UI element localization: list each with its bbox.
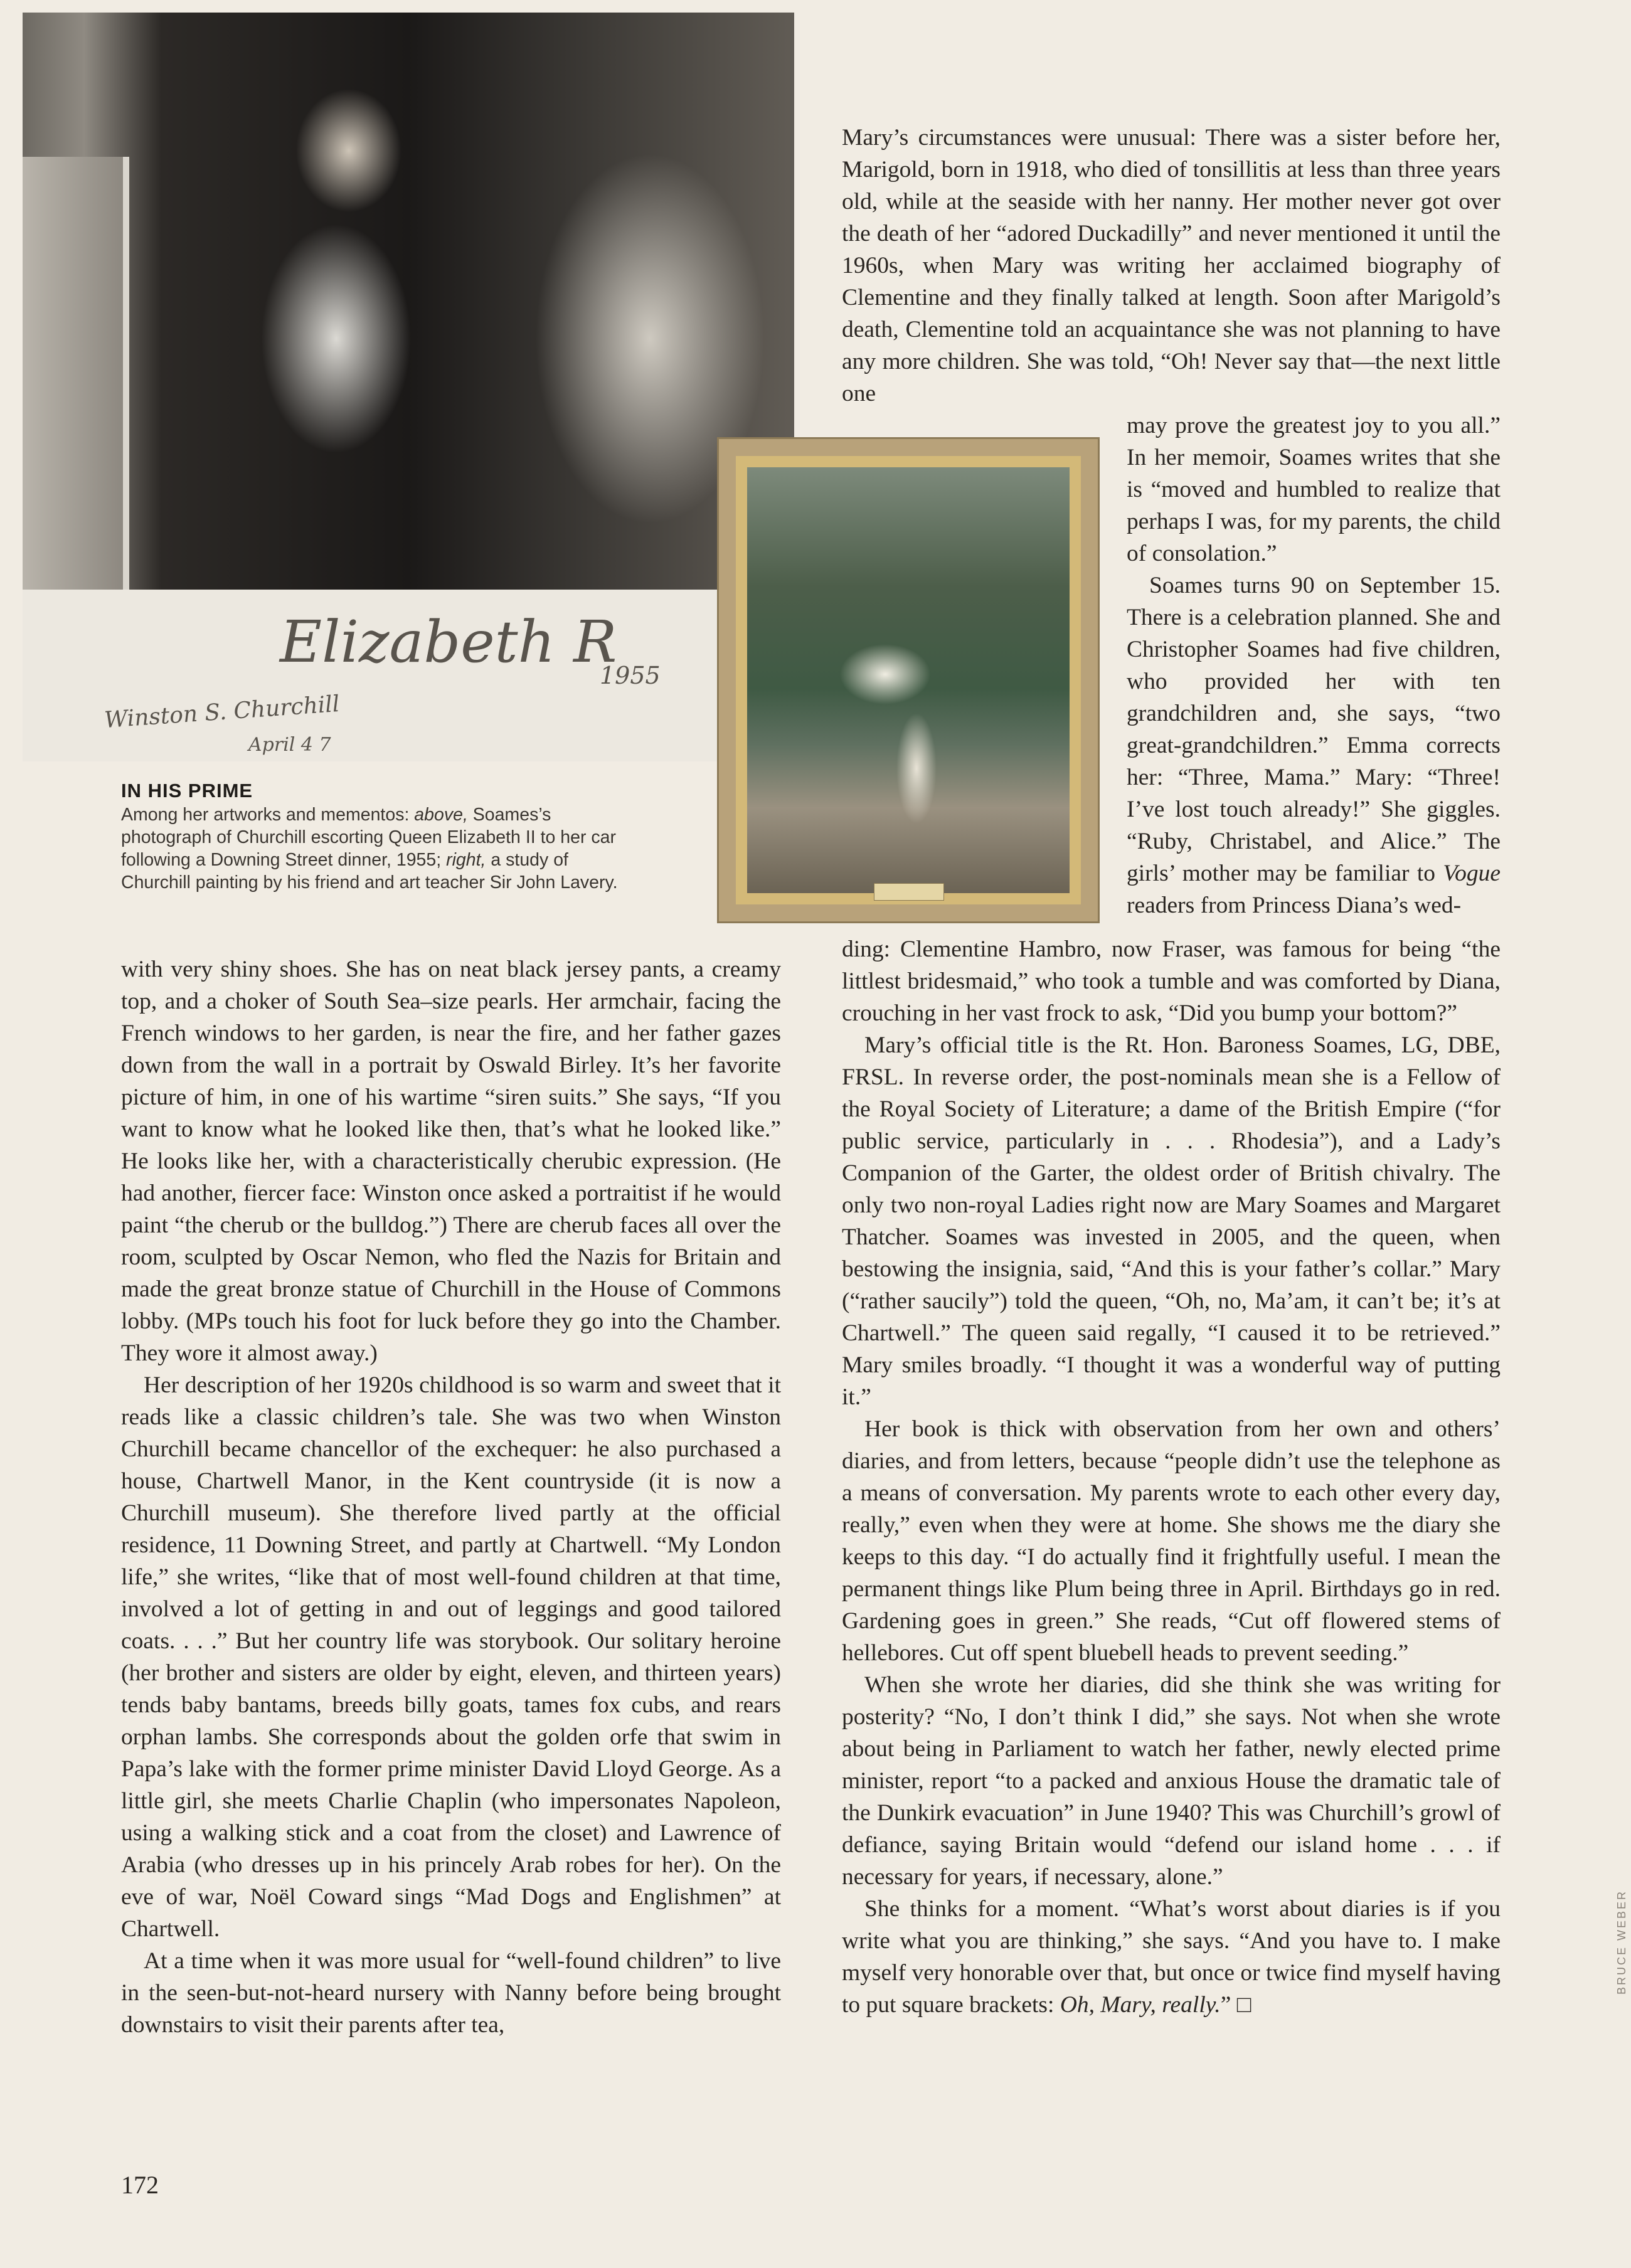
- paragraph: [1127, 570, 1501, 921]
- painting-canvas: [747, 467, 1070, 893]
- caption-mid: Soames’s photograph of Churchill escorting Queen Elizabeth II to her car following a Downing Street dinner, 1955;: [121, 805, 616, 870]
- caption-title: IN HIS PRIME: [121, 780, 253, 802]
- inscription-line2: April 4 7: [248, 734, 331, 756]
- churchill-queen-photo: [23, 13, 794, 761]
- photo-scene: [23, 13, 794, 590]
- painting-plaque: [874, 883, 944, 901]
- page-number: 172: [121, 2171, 159, 2199]
- photo-caption: [121, 780, 623, 894]
- paragraph: with very shiny shoes. She has on neat black jersey pants, a creamy top, and a choker of South Sea–size pearls. Her armchair, facing the French windows to her garden, is near the fire, and her father gazes down from the wall in a portrait by Oswald Birley. It’s her favorite picture of him, in one of his wartime “siren suits.” She says, “If you want to know what he looked like then, that’s what he looked like.” He looks like her, with a characteristically cherubic expression. (He had another, fiercer face: Winston once asked a portraitist if he would paint “the cherub or the bulldog.”) There are cherub faces all over the room, sculpted by Oscar Nemon, who fled the Nazis for Britain and made the great bronze statue of Churchill in the House of Commons lobby. (MPs touch his foot for luck before they go into the Chamber. They wore it almost away.): [121, 956, 781, 1366]
- vogue-italic: Vogue: [1443, 861, 1501, 886]
- caption-end: a study of Churchill painting by his friend and art teacher Sir John Lavery.: [121, 850, 618, 893]
- closing-italic: Oh, Mary, really.: [1060, 1992, 1221, 2018]
- paragraph: Her description of her 1920s childhood is so warm and sweet that it reads like a classic children’s tale. She was two when Winston Churchill became chancellor of the exchequer: he also purchased a house, Chartwell Manor, in the Kent countryside (it is now a Churchill museum). She therefore lived partly at the official residence, 11 Downing Street, and partly at Chartwell. “My London life,” she writes, “like that of most well-found children at that time, involved a lot of getting in and out of leggings and good tailored coats. . . .” But her country life was storybook. Our solitary heroine (her brother and sisters are older by eight, eleven, and thirteen years) tends baby bantams, breeds billy goats, tames fox cubs, and rears orphan lambs. She corresponds about the golden orfe that swim in Papa’s lake with the former prime minister David Lloyd George. As a little girl, she meets Charlie Chaplin (who impersonates Napoleon, using a walking stick and a coat from the closet) and Lawrence of Arabia (who dresses up in his princely Arab robes for her). On the eve of war, Noël Coward sings “Mad Dogs and Englishmen” at Chartwell.: [121, 1372, 781, 1942]
- signature: Elizabeth R: [280, 608, 617, 676]
- paragraph: Her book is thick with observation from her own and others’ diaries, and from letters, because “people didn’t use the telephone as a means of conversation. My parents wrote to each other every day, really,” even when they were at home. She shows me the diary she keeps to this day. “I do actually find it frightfully useful. I mean the permanent things like Plum being three in April. Birthdays go in red. Gardening goes in green.” She reads, “Cut off flowered stems of hellebores. Cut off spent bluebell heads to prevent seeding.”: [842, 1416, 1501, 1666]
- photo-credit: BRUCE WEBER: [1615, 1889, 1628, 1995]
- paragraph-text: Soames turns 90 on September 15. There is a celebration planned. She and Christopher Soames had five children, who provided her with ten grandchildren and, she says, “two great-grandchildren.” Emma corrects her: “Three, Mama.” Mary: “Three! I’ve lost touch already!” She giggles. “Ruby, Christabel, and Alice.” The girls’ mother may be familiar to: [1127, 573, 1501, 886]
- paragraph: When she wrote her diaries, did she think she was writing for posterity? “No, I don’t think I did,” she says. Not when she wrote about being in Parliament to watch her father, newly elected prime minister, report “to a packed and anxious House the dramatic tale of the Dunkirk evacuation” in June 1940? This was Churchill’s growl of defiance, saying Britain would “defend our island home . . . if necessary for years, if necessary, alone.”: [842, 1672, 1501, 1890]
- paragraph: Mary’s official title is the Rt. Hon. Baroness Soames, LG, DBE, FRSL. In reverse order, the post-nominals mean she is a Fellow of the Royal Society of Literature; a dame of the British Empire (“for public service, particularly in . . . Rhodesia”), and a Lady’s Companion of the Garter, the oldest order of British chivalry. The only two non-royal Ladies right now are Mary Soames and Margaret Thatcher. Soames was invested in 2005, and the queen, when bestowing the insignia, said, “And this is your father’s collar.” Mary (“rather saucily”) told the queen, “Oh, no, Ma’am, it can’t be; it’s at Chartwell.” The queen said regally, “I caused it to be retrieved.” Mary smiles broadly. “I thought it was a wonderful way of putting it.”: [842, 1032, 1501, 1410]
- inscription-line1: Winston S. Churchill: [104, 691, 341, 734]
- car-door: [23, 157, 129, 590]
- caption-above: above,: [414, 805, 468, 825]
- caption-right: right,: [446, 850, 486, 870]
- paragraph: may prove the greatest joy to you all.” In her memoir, Soames writes that she is “moved and humbled to realize that perhaps I was, for my parents, the child of consolation.”: [1127, 413, 1501, 566]
- caption-body: [121, 803, 623, 894]
- left-column: [121, 953, 781, 2041]
- paragraph: At a time when it was more usual for “well-found children” to live in the seen-but-not-heard nursery with Nanny before being brought downstairs to visit their parents after tea,: [121, 1948, 781, 2038]
- signature-strip: [23, 590, 794, 761]
- closing-mark: ” □: [1220, 1992, 1251, 2018]
- paragraph-text: She thinks for a moment. “What’s worst about diaries is if you write what you are thinking,” she says. “And you have to. I make myself very honorable over that, but once or twice find myself having to put square brackets:: [842, 1896, 1501, 2018]
- painting-frame: [736, 456, 1081, 904]
- right-column-top: [842, 122, 1501, 410]
- caption-lead: Among her artworks and mementos:: [121, 805, 415, 825]
- paragraph-tail: readers from Princess Diana’s wed-: [1127, 893, 1462, 918]
- paragraph: [842, 1893, 1501, 2021]
- right-column-narrow: [1127, 410, 1501, 921]
- paragraph: Mary’s circumstances were unusual: There was a sister before her, Marigold, born in 1918, who died of tonsillitis at less than three years old, while at the seaside with her nanny. Her mother never got over the death of her “adored Duckadilly” and never mentioned it until the 1960s, when Mary was writing her acclaimed biography of Clementine and they finally talked at length. Soon after Marigold’s death, Clementine told an acquaintance she was not planning to have any more children. She was told, “Oh! Never say that—the next little one: [842, 125, 1501, 406]
- paragraph: ding: Clementine Hambro, now Fraser, was famous for being “the littlest bridesmaid,” who took a tumble and was comforted by Diana, crouching in her vast frock to ask, “Did you bump your bottom?”: [842, 936, 1501, 1026]
- signature-year: 1955: [600, 662, 661, 689]
- right-column-bottom: [842, 933, 1501, 2021]
- lavery-painting: [717, 437, 1100, 923]
